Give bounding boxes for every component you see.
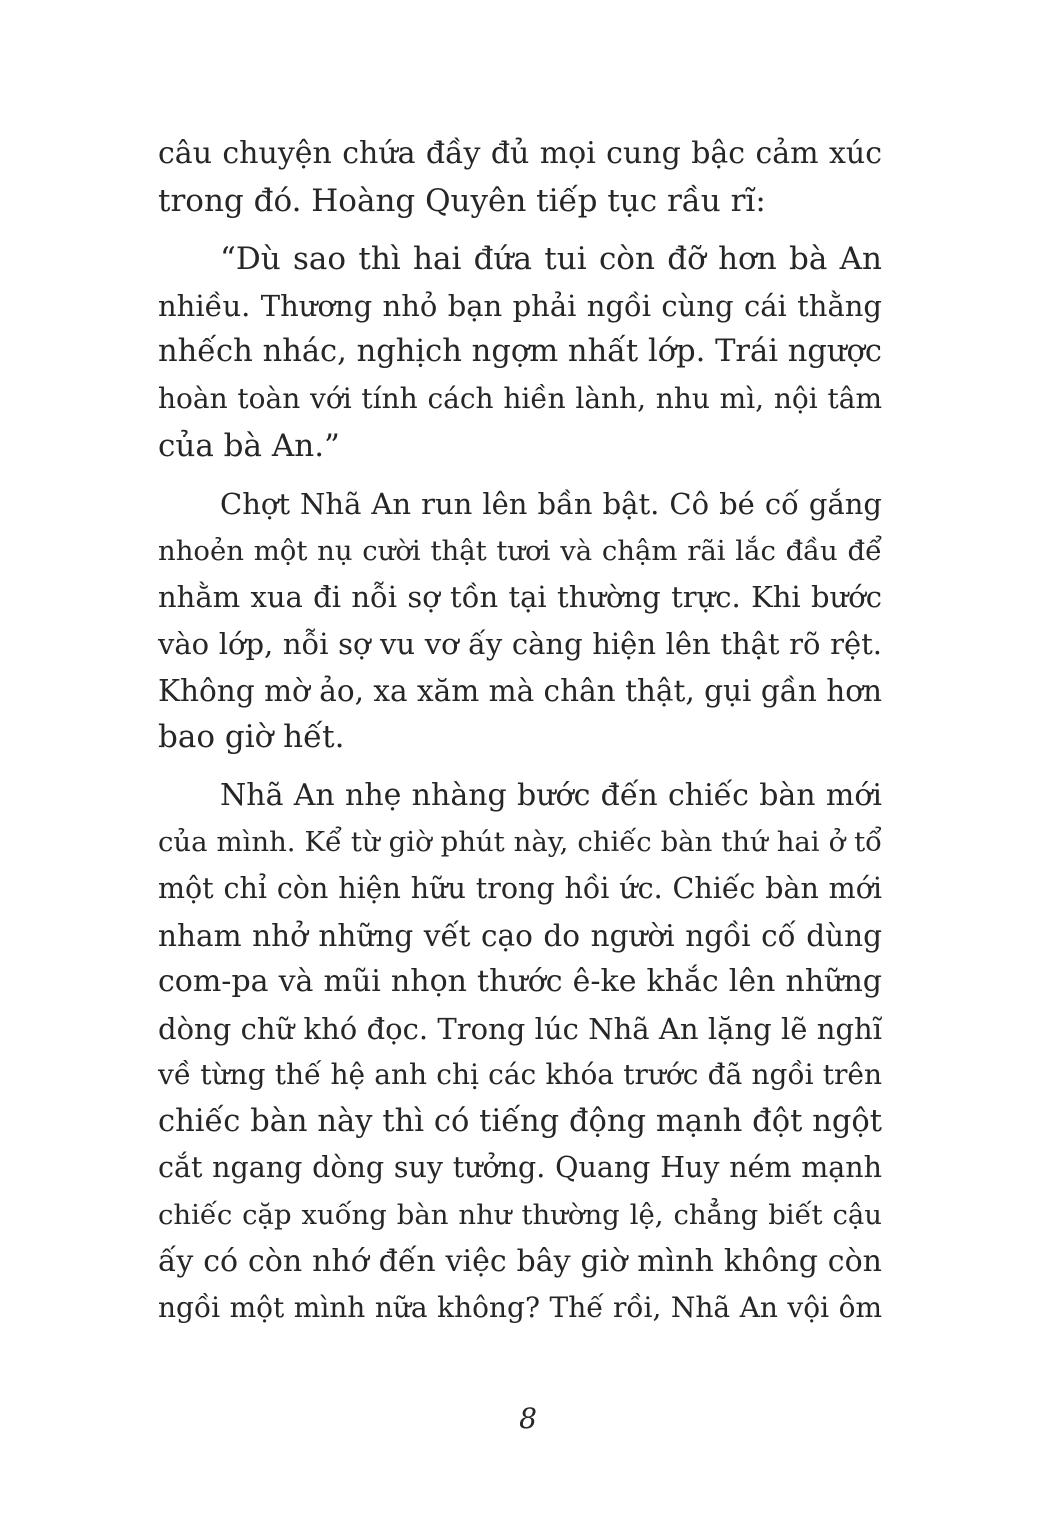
text-line: ngồi một mình nữa không? Thế rồi, Nhã An vội ôm (158, 1291, 882, 1325)
text-line: bao giờ hết. (158, 719, 345, 756)
paragraph (158, 131, 882, 224)
text-line: hoàn toàn với tính cách hiền lành, nhu mì, nội tâm (158, 381, 882, 415)
text-line: com-pa và mũi nhọn thước ê-ke khắc lên những (158, 964, 882, 1000)
text-line: của bà An.” (158, 427, 340, 464)
text-line: Không mờ ảo, xa xăm mà chân thật, gụi gần hơn (158, 673, 882, 708)
text-line: trong đó. Hoàng Quyên tiếp tục rầu rĩ: (158, 182, 766, 219)
paragraph (158, 773, 882, 1332)
text-line: của mình. Kể từ giờ phút này, chiếc bàn thứ hai ở tổ (158, 826, 882, 859)
text-line: chiếc cặp xuống bàn như thường lệ, chẳng biết cậu (158, 1199, 882, 1232)
body-text (158, 131, 882, 1332)
text-line: dòng chữ khó đọc. Trong lúc Nhã An lặng lẽ nghĩ (158, 1011, 882, 1046)
page-number: 8 (519, 1402, 537, 1435)
paragraph (158, 481, 882, 761)
text-line: Nhã An nhẹ nhàng bước đến chiếc bàn mới (220, 777, 882, 813)
text-line: chiếc bàn này thì có tiếng động mạnh đột ngột (158, 1103, 882, 1139)
text-line: nhằm xua đi nỗi sợ tồn tại thường trực. Khi bước (158, 580, 882, 615)
text-line: một chỉ còn hiện hữu trong hồi ức. Chiếc bàn mới (158, 871, 882, 905)
text-line: nhoẻn một nụ cười thật tươi và chậm rãi lắc đầu để (158, 534, 882, 567)
text-line: cắt ngang dòng suy tưởng. Quang Huy ném mạnh (158, 1151, 882, 1185)
text-line: về từng thế hệ anh chị các khóa trước đã ngồi trên (158, 1058, 882, 1092)
text-line: vào lớp, nỗi sợ vu vơ ấy càng hiện lên thật rõ rệt. (158, 626, 882, 661)
text-line: ấy có còn nhớ đến việc bây giờ mình không còn (158, 1243, 882, 1279)
text-line: “Dù sao thì hai đứa tui còn đỡ hơn bà An (220, 241, 882, 278)
paragraph (158, 236, 882, 469)
text-line: nhếch nhác, nghịch ngợm nhất lớp. Trái ngược (158, 334, 882, 370)
text-line: câu chuyện chứa đầy đủ mọi cung bậc cảm xúc (158, 136, 882, 171)
text-line: nham nhở những vết cạo do người ngồi cố dùng (158, 918, 882, 953)
text-line: nhiều. Thương nhỏ bạn phải ngồi cùng cái thằng (158, 288, 882, 323)
text-line: Chợt Nhã An run lên bần bật. Cô bé cố gắng (220, 487, 882, 522)
